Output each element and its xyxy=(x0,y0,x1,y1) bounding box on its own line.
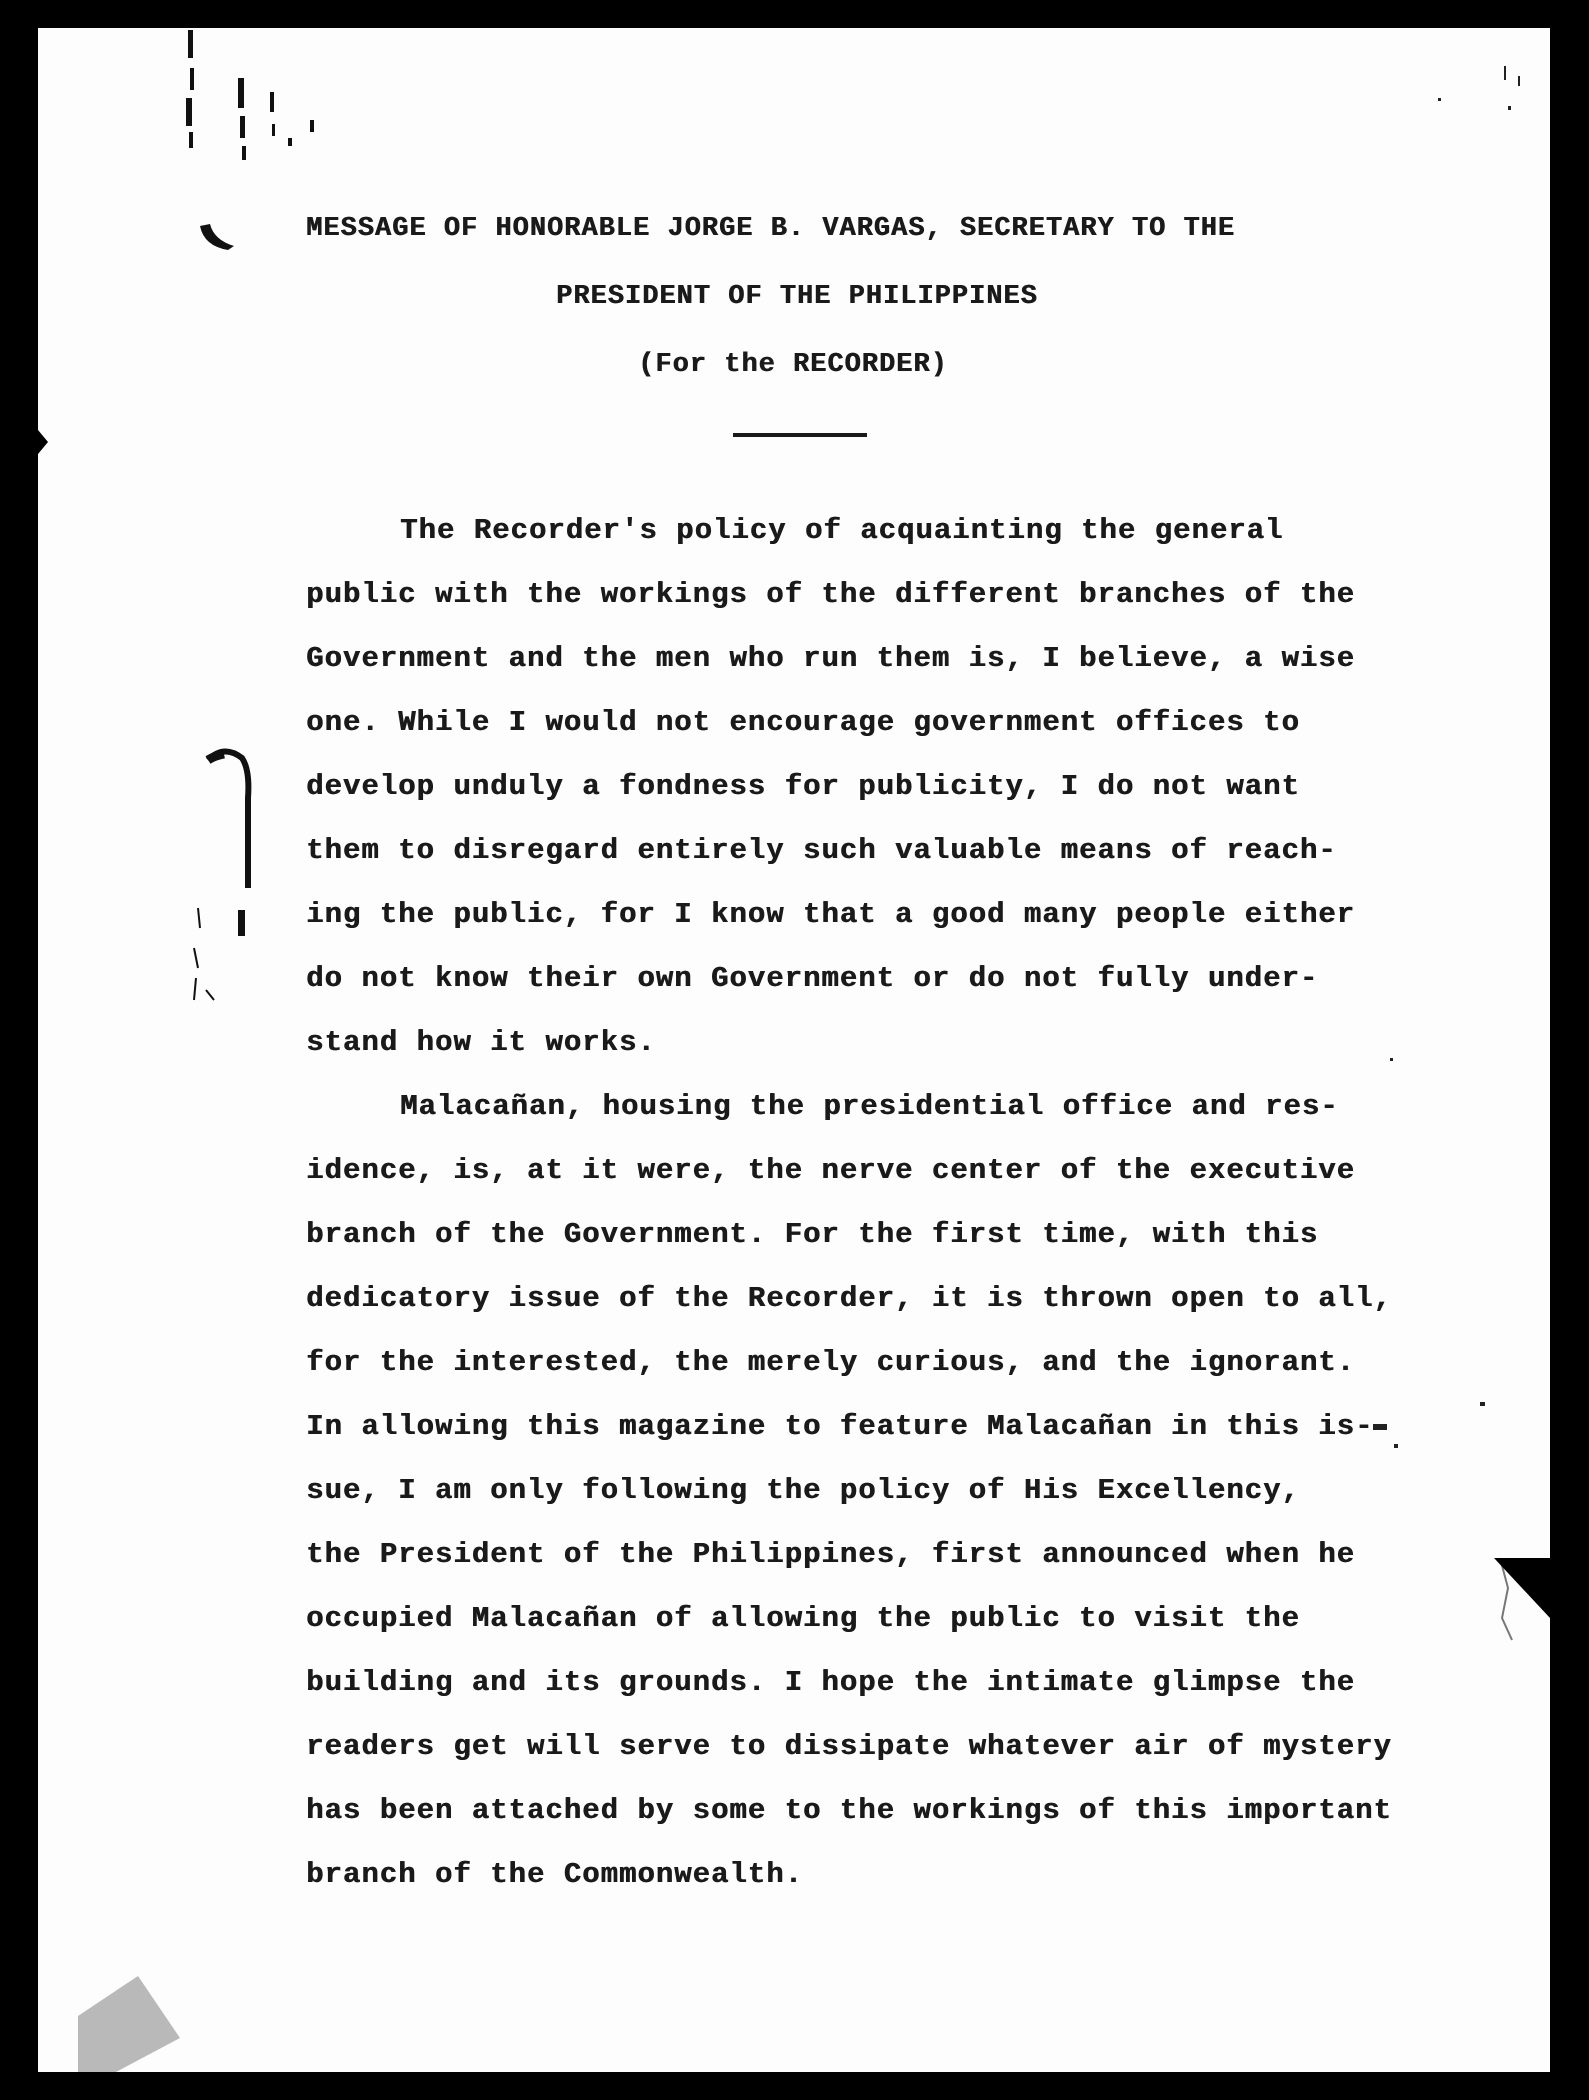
paragraph-1-line: them to disregard entirely such valuable means of reach- xyxy=(306,834,1337,867)
paragraph-2-line: In allowing this magazine to feature Malacañan in this is- xyxy=(306,1410,1374,1443)
corner-fold-bottom-left xyxy=(78,1976,180,2072)
paragraph-2-line: dedicatory issue of the Recorder, it is thrown open to all, xyxy=(306,1282,1392,1315)
document-page xyxy=(38,28,1550,2072)
title-line-2: PRESIDENT OF THE PHILIPPINES xyxy=(556,282,1038,312)
paragraph-2-line: branch of the Commonwealth. xyxy=(306,1858,803,1891)
scan-artifacts xyxy=(38,28,1550,2072)
paragraph-1-line: The Recorder's policy of acquainting the general xyxy=(400,514,1284,547)
paragraph-1-line: develop unduly a fondness for publicity, I do not want xyxy=(306,770,1300,803)
paragraph-1-line: do not know their own Government or do not fully under- xyxy=(306,962,1319,995)
paragraph-2-line: sue, I am only following the policy of His Excellency, xyxy=(306,1474,1300,1507)
paragraph-2-line: occupied Malacañan of allowing the public to visit the xyxy=(306,1602,1300,1635)
paragraph-2-line: Malacañan, housing the presidential office and res- xyxy=(400,1090,1339,1123)
stray-marks xyxy=(1373,66,1520,1640)
paragraph-1-line: Government and the men who run them is, I believe, a wise xyxy=(306,642,1355,675)
title-separator-rule xyxy=(733,433,867,437)
title-line-1: MESSAGE OF HONORABLE JORGE B. VARGAS, SECRETARY TO THE xyxy=(306,214,1235,244)
paragraph-2-line: the President of the Philippines, first announced when he xyxy=(306,1538,1355,1571)
paragraph-1-line: stand how it works. xyxy=(306,1026,656,1059)
paragraph-2-line: readers get will serve to dissipate whatever air of mystery xyxy=(306,1730,1392,1763)
paragraph-1-line: public with the workings of the different branches of the xyxy=(306,578,1355,611)
binding-mark-top xyxy=(186,30,314,250)
paragraph-2-line: idence, is, at it were, the nerve center of the executive xyxy=(306,1154,1355,1187)
paragraph-1-line: ing the public, for I know that a good many people either xyxy=(306,898,1355,931)
scan-edge-notch-right xyxy=(1494,1558,1550,1618)
paragraph-2-line: building and its grounds. I hope the intimate glimpse the xyxy=(306,1666,1355,1699)
paragraph-2-line: branch of the Government. For the first time, with this xyxy=(306,1218,1319,1251)
paragraph-2-line: has been attached by some to the workings of this important xyxy=(306,1794,1392,1827)
paragraph-2-line: for the interested, the merely curious, and the ignorant. xyxy=(306,1346,1355,1379)
scan-edge-tab-left xyxy=(38,430,48,454)
binding-mark-middle xyxy=(194,751,248,1000)
paragraph-1-line: one. While I would not encourage government offices to xyxy=(306,706,1300,739)
title-line-3-subtitle: (For the RECORDER) xyxy=(638,350,948,380)
